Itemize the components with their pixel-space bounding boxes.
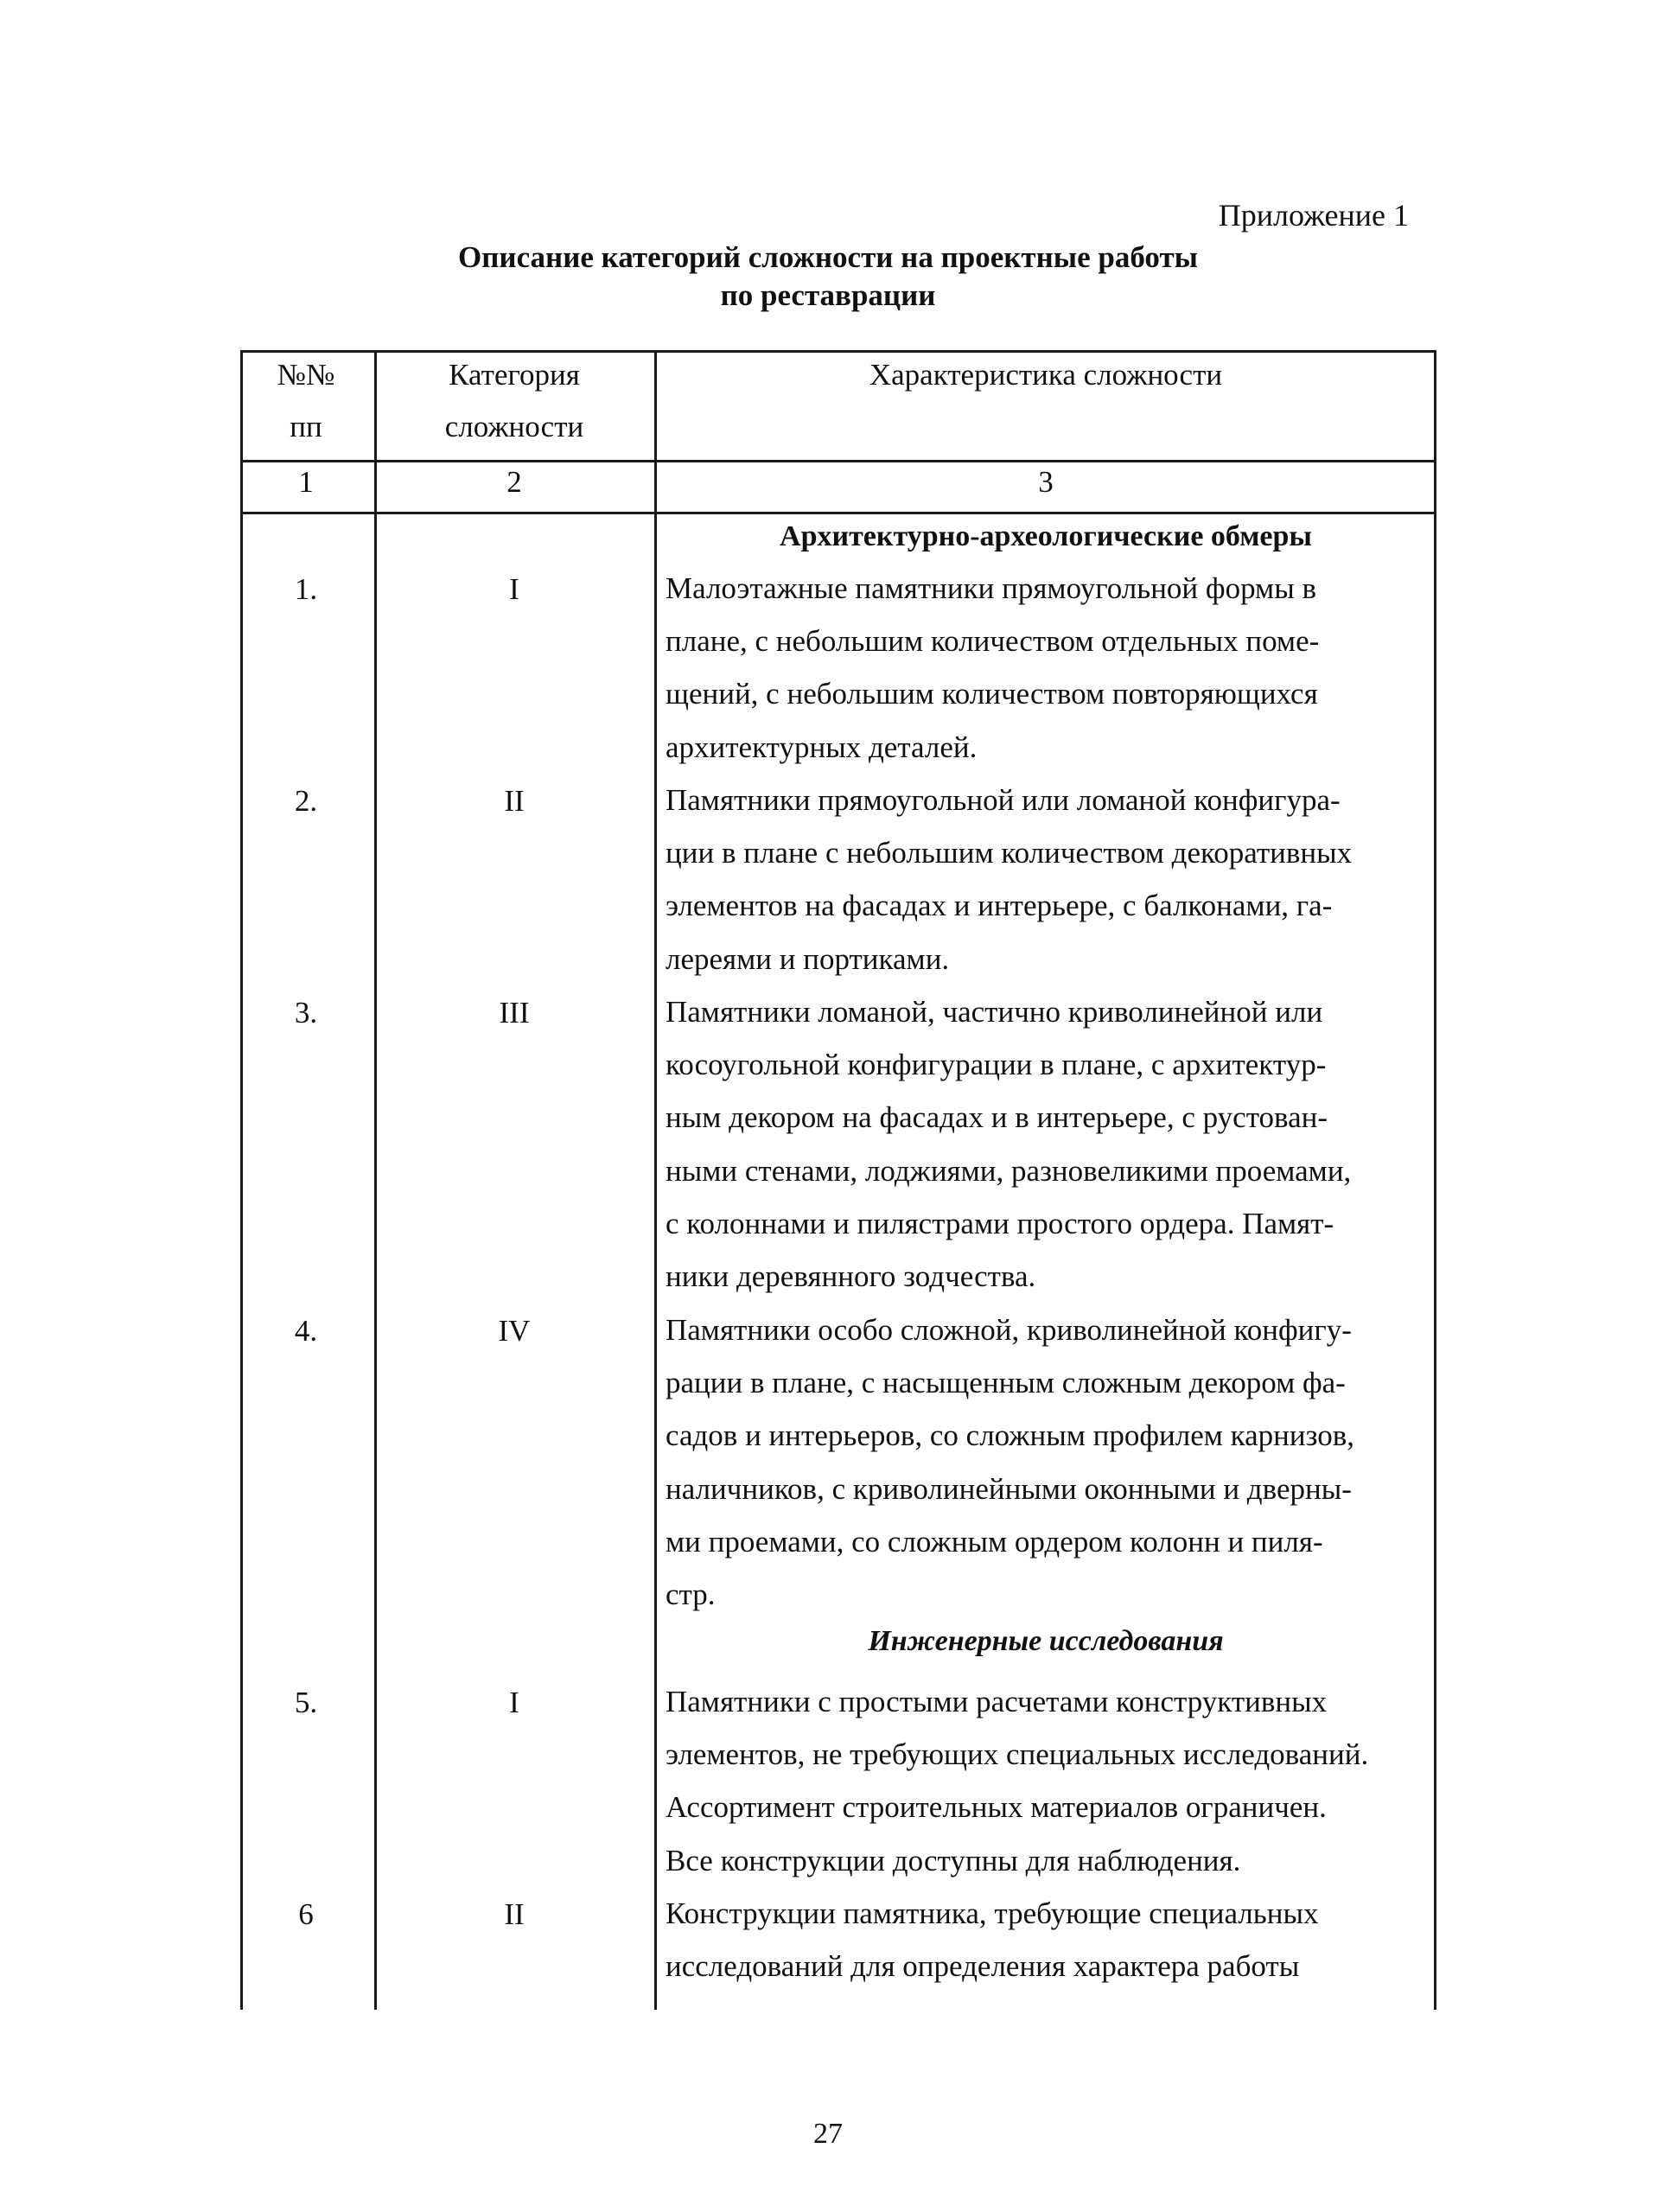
row-number: 4. xyxy=(294,1314,318,1348)
row-text-line: наличников, с криволинейными оконными и дверны- xyxy=(666,1472,1352,1506)
row-text-line: Ассортимент строительных материалов ограничен. xyxy=(666,1790,1327,1824)
column-index-1: 1 xyxy=(298,465,314,499)
row-text-line: Конструкции памятника, требующие специальных xyxy=(666,1896,1319,1930)
section-title: Инженерные исследования xyxy=(868,1625,1224,1657)
row-category: II xyxy=(504,1897,525,1931)
column-header-category-line2: сложности xyxy=(444,410,584,443)
row-number: 5. xyxy=(294,1686,318,1719)
table-col-divider-2 xyxy=(654,350,657,2010)
column-index-3: 3 xyxy=(1038,465,1054,499)
row-text-line: ники деревянного зодчества. xyxy=(666,1259,1036,1293)
column-header-num-line2: пп xyxy=(290,410,322,443)
row-text-line: элементов на фасадах и интерьере, с балконами, га- xyxy=(666,889,1333,922)
row-text-line: щений, с небольшим количеством повторяющихся xyxy=(666,677,1318,711)
row-category: II xyxy=(504,784,525,818)
table-top-border xyxy=(240,350,1436,353)
row-text-line: исследований для определения характера работы xyxy=(666,1949,1300,1983)
column-index-2: 2 xyxy=(506,465,522,499)
appendix-label: Приложение 1 xyxy=(1218,198,1409,233)
row-text-line: Все конструкции доступны для наблюдения. xyxy=(666,1844,1241,1877)
row-text-line: Памятники с простыми расчетами конструктивных xyxy=(666,1685,1328,1718)
row-category: I xyxy=(509,572,519,606)
row-text-line: стр. xyxy=(666,1578,716,1611)
row-text-line: ным декором на фасадах и в интерьере, с рустован- xyxy=(666,1100,1328,1134)
row-text-line: Малоэтажные памятники прямоугольной формы в xyxy=(666,571,1316,605)
section-title: Архитектурно-археологические обмеры xyxy=(780,520,1312,552)
row-category: IV xyxy=(498,1314,531,1348)
table-header-border xyxy=(240,460,1436,462)
row-category: I xyxy=(509,1686,519,1719)
row-text-line: элементов, не требующих специальных исследований. xyxy=(666,1737,1369,1771)
row-text-line: садов и интерьеров, со сложным профилем карнизов, xyxy=(666,1418,1355,1452)
document-title: Описание категорий сложности на проектные работы xyxy=(458,240,1198,274)
row-text-line: Памятники особо сложной, криволинейной конфигу- xyxy=(666,1313,1352,1347)
row-number: 3. xyxy=(294,996,318,1030)
row-number: 1. xyxy=(294,572,318,606)
table-right-border xyxy=(1434,350,1436,2010)
row-text-line: лереями и портиками. xyxy=(666,942,950,976)
row-text-line: архитектурных деталей. xyxy=(666,730,978,764)
document-title-line2: по реставрации xyxy=(720,278,936,312)
column-header-characteristic: Характеристика сложности xyxy=(869,358,1223,392)
row-text-line: Памятники прямоугольной или ломаной конфигура- xyxy=(666,783,1341,817)
row-text-line: с колоннами и пилястрами простого ордера. Памят- xyxy=(666,1207,1334,1240)
row-text-line: косоугольной конфигурации в плане, с архитектур- xyxy=(666,1048,1327,1081)
row-text-line: Памятники ломаной, частично криволинейной или xyxy=(666,995,1323,1029)
page-number: 27 xyxy=(813,2118,843,2150)
table-index-border xyxy=(240,512,1436,514)
row-text-line: ции в плане с небольшим количеством декоративных xyxy=(666,836,1353,870)
row-text-line: ными стенами, лоджиями, разновеликими проемами, xyxy=(666,1154,1352,1188)
row-text-line: ми проемами, со сложным ордером колонн и пиля- xyxy=(666,1525,1323,1559)
column-header-category: Категория xyxy=(449,358,580,392)
row-number: 2. xyxy=(294,784,318,818)
row-text-line: рации в плане, с насыщенным сложным декором фа- xyxy=(666,1366,1346,1399)
row-text-line: плане, с небольшим количеством отдельных поме- xyxy=(666,624,1320,658)
row-number: 6 xyxy=(298,1897,314,1931)
row-category: III xyxy=(499,996,530,1030)
column-header-num: №№ xyxy=(277,358,335,392)
